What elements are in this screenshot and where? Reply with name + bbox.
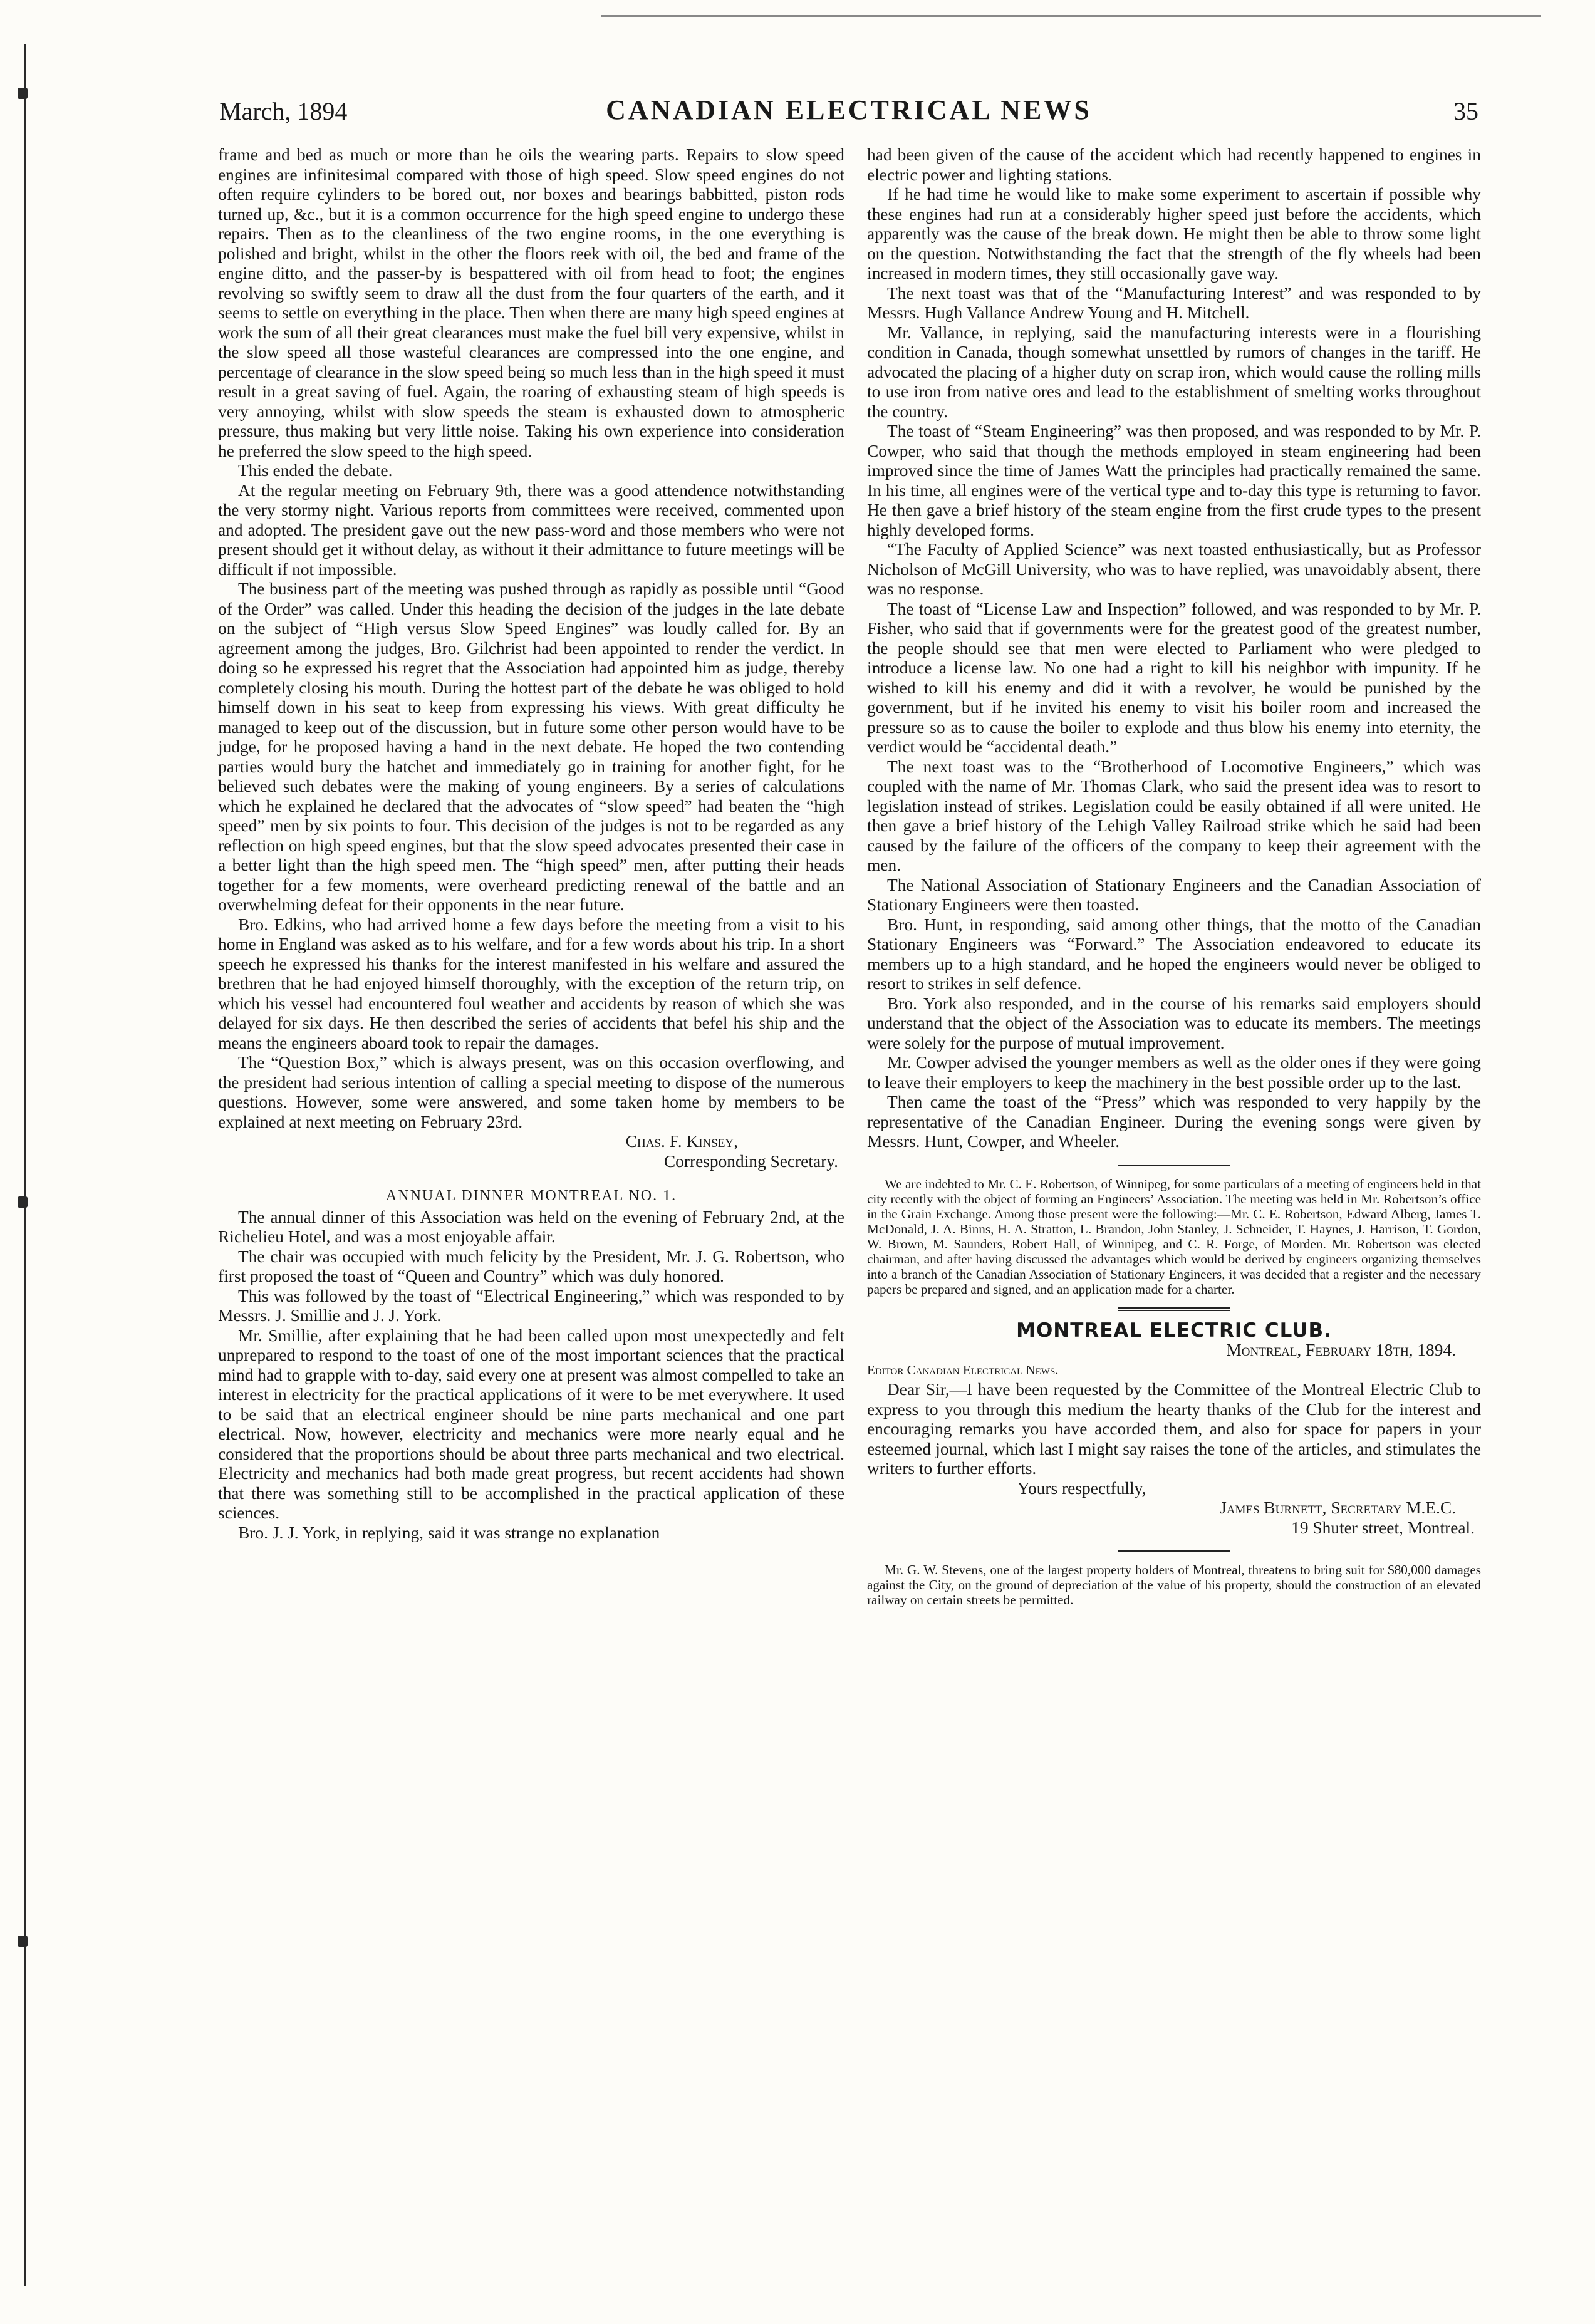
club-letter: Dear Sir,—I have been requested by the Committee of the Montreal Electric Club to express to you through this medium the hearty thanks of the Club for the interest and encouraging remarks you have accorded them, and also for space for papers in your esteemed journal, which last I might say raises the tone of the articles, and stimulates the writers to further efforts. (867, 1380, 1481, 1478)
issue-date: March, 1894 (219, 97, 348, 125)
paragraph: If he had time he would like to make some experiment to ascertain if possible why these engines had run at a considerably higher speed just before the accidents, which apparently was the cause of the break down. He might then be able to throw some light on the question. Notwithstanding the fact that the strength of the fly wheels had been increased in modern times, they still occasionally gave way. (867, 185, 1481, 283)
right-column (867, 145, 1481, 1607)
club-editor-address: Editor Canadian Electrical News. (867, 1362, 1059, 1377)
paragraph: Bro. Hunt, in responding, said among other things, that the motto of the Canadian Stationary Engineers was “Forward.” The Association endeavored to educate its members up to a high standard, and he hoped the engineers would never be obliged to resort to strikes in self defence. (867, 915, 1481, 993)
club-heading: MONTREAL ELECTRIC CLUB. (1016, 1319, 1332, 1342)
paragraph: Mr. Smillie, after explaining that he had been called upon most unexpectedly and felt unprepared to respond to the toast of one of the most important sciences that the practical mind had to grapple with to-day, said every one at present was almost compelled to take an interest in electricity for the practical applications of it were to be met everywhere. It used to be said that an electrical engineer should be nine parts mechanical and one part electrical. Now, however, electricity and mechanics were more nearly equal and he considered that the proportions should be about three parts mechanical and two electrical. Electricity and mechanics had both made great progress, but recent accidents had shown that there was something still to be accomplished in the practical application of these sciences. (218, 1325, 844, 1522)
club-signature: James Burnett, Secretary M.E.C. (1220, 1498, 1456, 1517)
paragraph: The “Question Box,” which is always present, was on this occasion overflowing, and the president had serious intention of calling a special meeting to dispose of the numerous questions. However, some were answered, and some taken home by members to be explained at next meeting on February 23rd. (218, 1053, 844, 1131)
paragraph: The next toast was to the “Brotherhood of Locomotive Engineers,” which was coupled with the name of Mr. Thomas Clark, who said the present idea was to resort to legislation instead of strikes. Legislation could be easily obtained if all were united. He then gave a brief history of the Lehigh Valley Railroad strike which he said had been caused by the failure of the officers of the company to keep their agreement with the men. (867, 757, 1481, 874)
paragraph: This ended the debate. (238, 461, 393, 480)
section-divider (1118, 1165, 1230, 1166)
binding-mark (18, 88, 28, 99)
paragraph: had been given of the cause of the accident which had recently happened to engines in electric power and lighting stations. (867, 145, 1481, 184)
paragraph: Mr. Vallance, in replying, said the manufacturing interests were in a flourishing condition in Canada, though somewhat unsettled by rumors of changes in the tariff. He advocated the placing of a higher duty on scrap iron, which would cause the rolling mills to use iron from native ores and lead to the establishment of smelting works throughout the country. (867, 323, 1481, 421)
note-text: We are indebted to Mr. C. E. Robertson, of Winnipeg, for some particulars of a meeting of engineers held in that city recently with the object of forming an Engineers’ Association. The meeting was held in Mr. Robertson’s office in the Grain Exchange. Among those present were the following:—Mr. C. E. Robertson, Edward Alberg, James T. McDonald, J. A. Binns, H. A. Stratton, L. Brandon, John Stanley, J. Schneider, T. Haynes, J. Harrison, T. Gordon, W. Brown, M. Saunders, Robert Hall, of Winnipeg, and C. R. Forge, of Morden. Mr. Robertson was elected chairman, and after having discussed the advantages which would be derived by engineers organizing themselves into a branch of the Canadian Association of Stationary Engineers, it was decided that a register and the necessary papers be prepared and signed, and an application made for a charter. (867, 1176, 1481, 1297)
section-divider (1118, 1307, 1230, 1309)
paragraph: The annual dinner of this Association was held on the evening of February 2nd, at the Richelieu Hotel, and was a most enjoyable affair. (218, 1207, 844, 1246)
winnipeg-note (867, 1176, 1481, 1297)
paragraph: Bro. Edkins, who had arrived home a few days before the meeting from a visit to his home in England was asked as to his welfare, and for a few words about his trip. In a short speech he expressed his thanks for the interest manifested in his welfare and assured the brethren that he had enjoyed himself thoroughly, with the exception of the return trip, on which his vessel had encountered foul weather and accidents by reason of which she was delayed for six days. He then described the series of accidents that befel his ship and the means the engineers aboard took to repair the damages. (218, 915, 844, 1052)
left-column (218, 145, 844, 1543)
note-text: Mr. G. W. Stevens, one of the largest property holders of Montreal, threatens to bring suit for $80,000 damages against the City, on the ground of depreciation of the value of his property, should the construction of an elevated railway on certain streets be permitted. (867, 1562, 1481, 1607)
section-divider (1118, 1310, 1230, 1311)
stevens-note (867, 1562, 1481, 1607)
paragraph: The next toast was that of the “Manufacturing Interest” and was responded to by Messrs. Hugh Vallance Andrew Young and H. Mitchell. (867, 283, 1481, 322)
paragraph: Bro. J. J. York, in replying, said it was strange no explanation (238, 1523, 660, 1542)
club-address: 19 Shuter street, Montreal. (1291, 1518, 1475, 1537)
club-closing: Yours respectfully, (1017, 1478, 1146, 1498)
club-dateline: Montreal, February 18th, 1894. (1226, 1341, 1456, 1359)
paragraph: The National Association of Stationary Engineers and the Canadian Association of Stationary Engineers were then toasted. (867, 875, 1481, 914)
paragraph: Mr. Cowper advised the younger members as well as the older ones if they were going to leave their employers to keep the machinery in the best possible order up to the last. (867, 1053, 1481, 1092)
paragraph: Bro. York also responded, and in the course of his remarks said employers should understand that the object of the Association was to educate its members. The meetings were solely for the purpose of mutual improvement. (867, 993, 1481, 1052)
page-number: 35 (1453, 97, 1478, 125)
section-divider (1118, 1550, 1230, 1552)
binding-edge-line (24, 44, 26, 2286)
paragraph: The chair was occupied with much felicity by the President, Mr. J. G. Robertson, who first proposed the toast of “Queen and Country” which was duly honored. (218, 1247, 844, 1285)
binding-mark (18, 1936, 28, 1947)
section-subheading: ANNUAL DINNER MONTREAL NO. 1. (385, 1188, 677, 1204)
paragraph: The toast of “License Law and Inspection” followed, and was responded to by Mr. P. Fisher, who said that if governments were for the greatest good of the greatest number, the people should see that men were elected to Parliament who were pledged to introduce a license law. No one had a right to kill his neighbor with impunity. If he wished to kill his enemy and did it with a revolver, he would be punished by the government, but if he invited his enemy to visit his boiler room and increased the pressure so as to cause the boiler to explode and thus blow his enemy into eternity, the verdict would be “accidental death.” (867, 599, 1481, 756)
top-rule (601, 15, 1541, 17)
binding-mark (18, 1196, 28, 1208)
paragraph: frame and bed as much or more than he oils the wearing parts. Repairs to slow speed engines are infinitesimal compared with those of high speed. Slow speed engines do not often require cylinders to be bored out, nor boxes and bearings babbitted, piston rods turned up, &c., but it is a common occurrence for the high speed engine to undergo these repairs. Then as to the cleanliness of the two engine rooms, in the one everything is polished and bright, whilst in the other the floors reek with oil, the bed and frame of the engine ditto, and the passer-by is bespattered with oil from head to foot; the engines revolving so swiftly seem to draw all the dust from the four quarters of the earth, and it seems to settle on everything in the place. Then when there are many high speed engines at work the sum of all their great clearances must make the fuel bill very expensive, whilst in the slow speed all those wasteful clearances are compressed into the one engine, and percentage of clearance in the slow speed being so much less than in the high speed it must result in a great saving of fuel. Again, the roaring of exhausting steam of high speeds is very annoying, whilst with slow speeds the steam is exhausted down to atmospheric pressure, thus making but very little noise. Taking his own experience into consideration he preferred the slow speed to the high speed. (218, 145, 844, 460)
paragraph: The business part of the meeting was pushed through as rapidly as possible until “Good of the Order” was called. Under this heading the decision of the judges in the late debate on the subject of “High versus Slow Speed Engines” was loudly called for. By an agreement among the judges, Bro. Gilchrist had been appointed to render the verdict. In doing so he expressed his regret that the Association had appointed him as judge, thereby completely closing his mouth. During the hottest part of the debate he was obliged to hold himself down in his seat to keep from expressing his views. With great difficulty he managed to keep out of the discussion, but in future some other person would have to be judge, for he proposed having a hand in the next debate. He hoped the two contending parties would bury the hatchet and immediately go in training for another fight, for he believed such debates were the making of young engineers. By a series of calculations which he explained he declared that the advocates of “slow speed” had beaten the “high speed” men by six points to four. This decision of the judges is not to be regarded as any reflection on high speed engines, but that the slow speed advocates presented their case in a better light than the high speed men. The “high speed” men, after putting their heads together for a few moments, were overheard predicting renewal of the battle and an overwhelming defeat for their opponents in the near future. (218, 579, 844, 914)
paragraph: At the regular meeting on February 9th, there was a good attendence notwithstanding the very stormy night. Various reports from committees were received, commented upon and adopted. The president gave out the new pass-word and those members who were not present should get it without delay, as without it their admittance to future meetings will be difficult if not impossible. (218, 480, 844, 579)
paragraph: Then came the toast of the “Press” which was responded to very happily by the representative of the Canadian Engineer. During the evening songs were given by Messrs. Hunt, Cowper, and Wheeler. (867, 1092, 1481, 1151)
page-header (219, 94, 1478, 132)
signature-title: Corresponding Secretary. (663, 1151, 838, 1171)
paragraph: This was followed by the toast of “Electrical Engineering,” which was responded to by Messrs. J. Smillie and J. J. York. (218, 1286, 844, 1325)
signature-name: Chas. F. Kinsey, (625, 1132, 738, 1151)
paragraph: “The Faculty of Applied Science” was next toasted enthusiastically, but as Professor Nicholson of McGill University, who was to have replied, was unavoidably absent, there was no response. (867, 540, 1481, 598)
masthead-title: CANADIAN ELECTRICAL NEWS (606, 95, 1092, 125)
paragraph: The toast of “Steam Engineering” was then proposed, and was responded to by Mr. P. Cowper, who said that though the methods employed in steam engineering had been improved since the time of James Watt the principles had practically remained the same. In his time, all engines were of the vertical type and to-day this type is returning to favor. He then gave a brief history of the steam engine from the first crude types to the present highly developed forms. (867, 422, 1481, 539)
